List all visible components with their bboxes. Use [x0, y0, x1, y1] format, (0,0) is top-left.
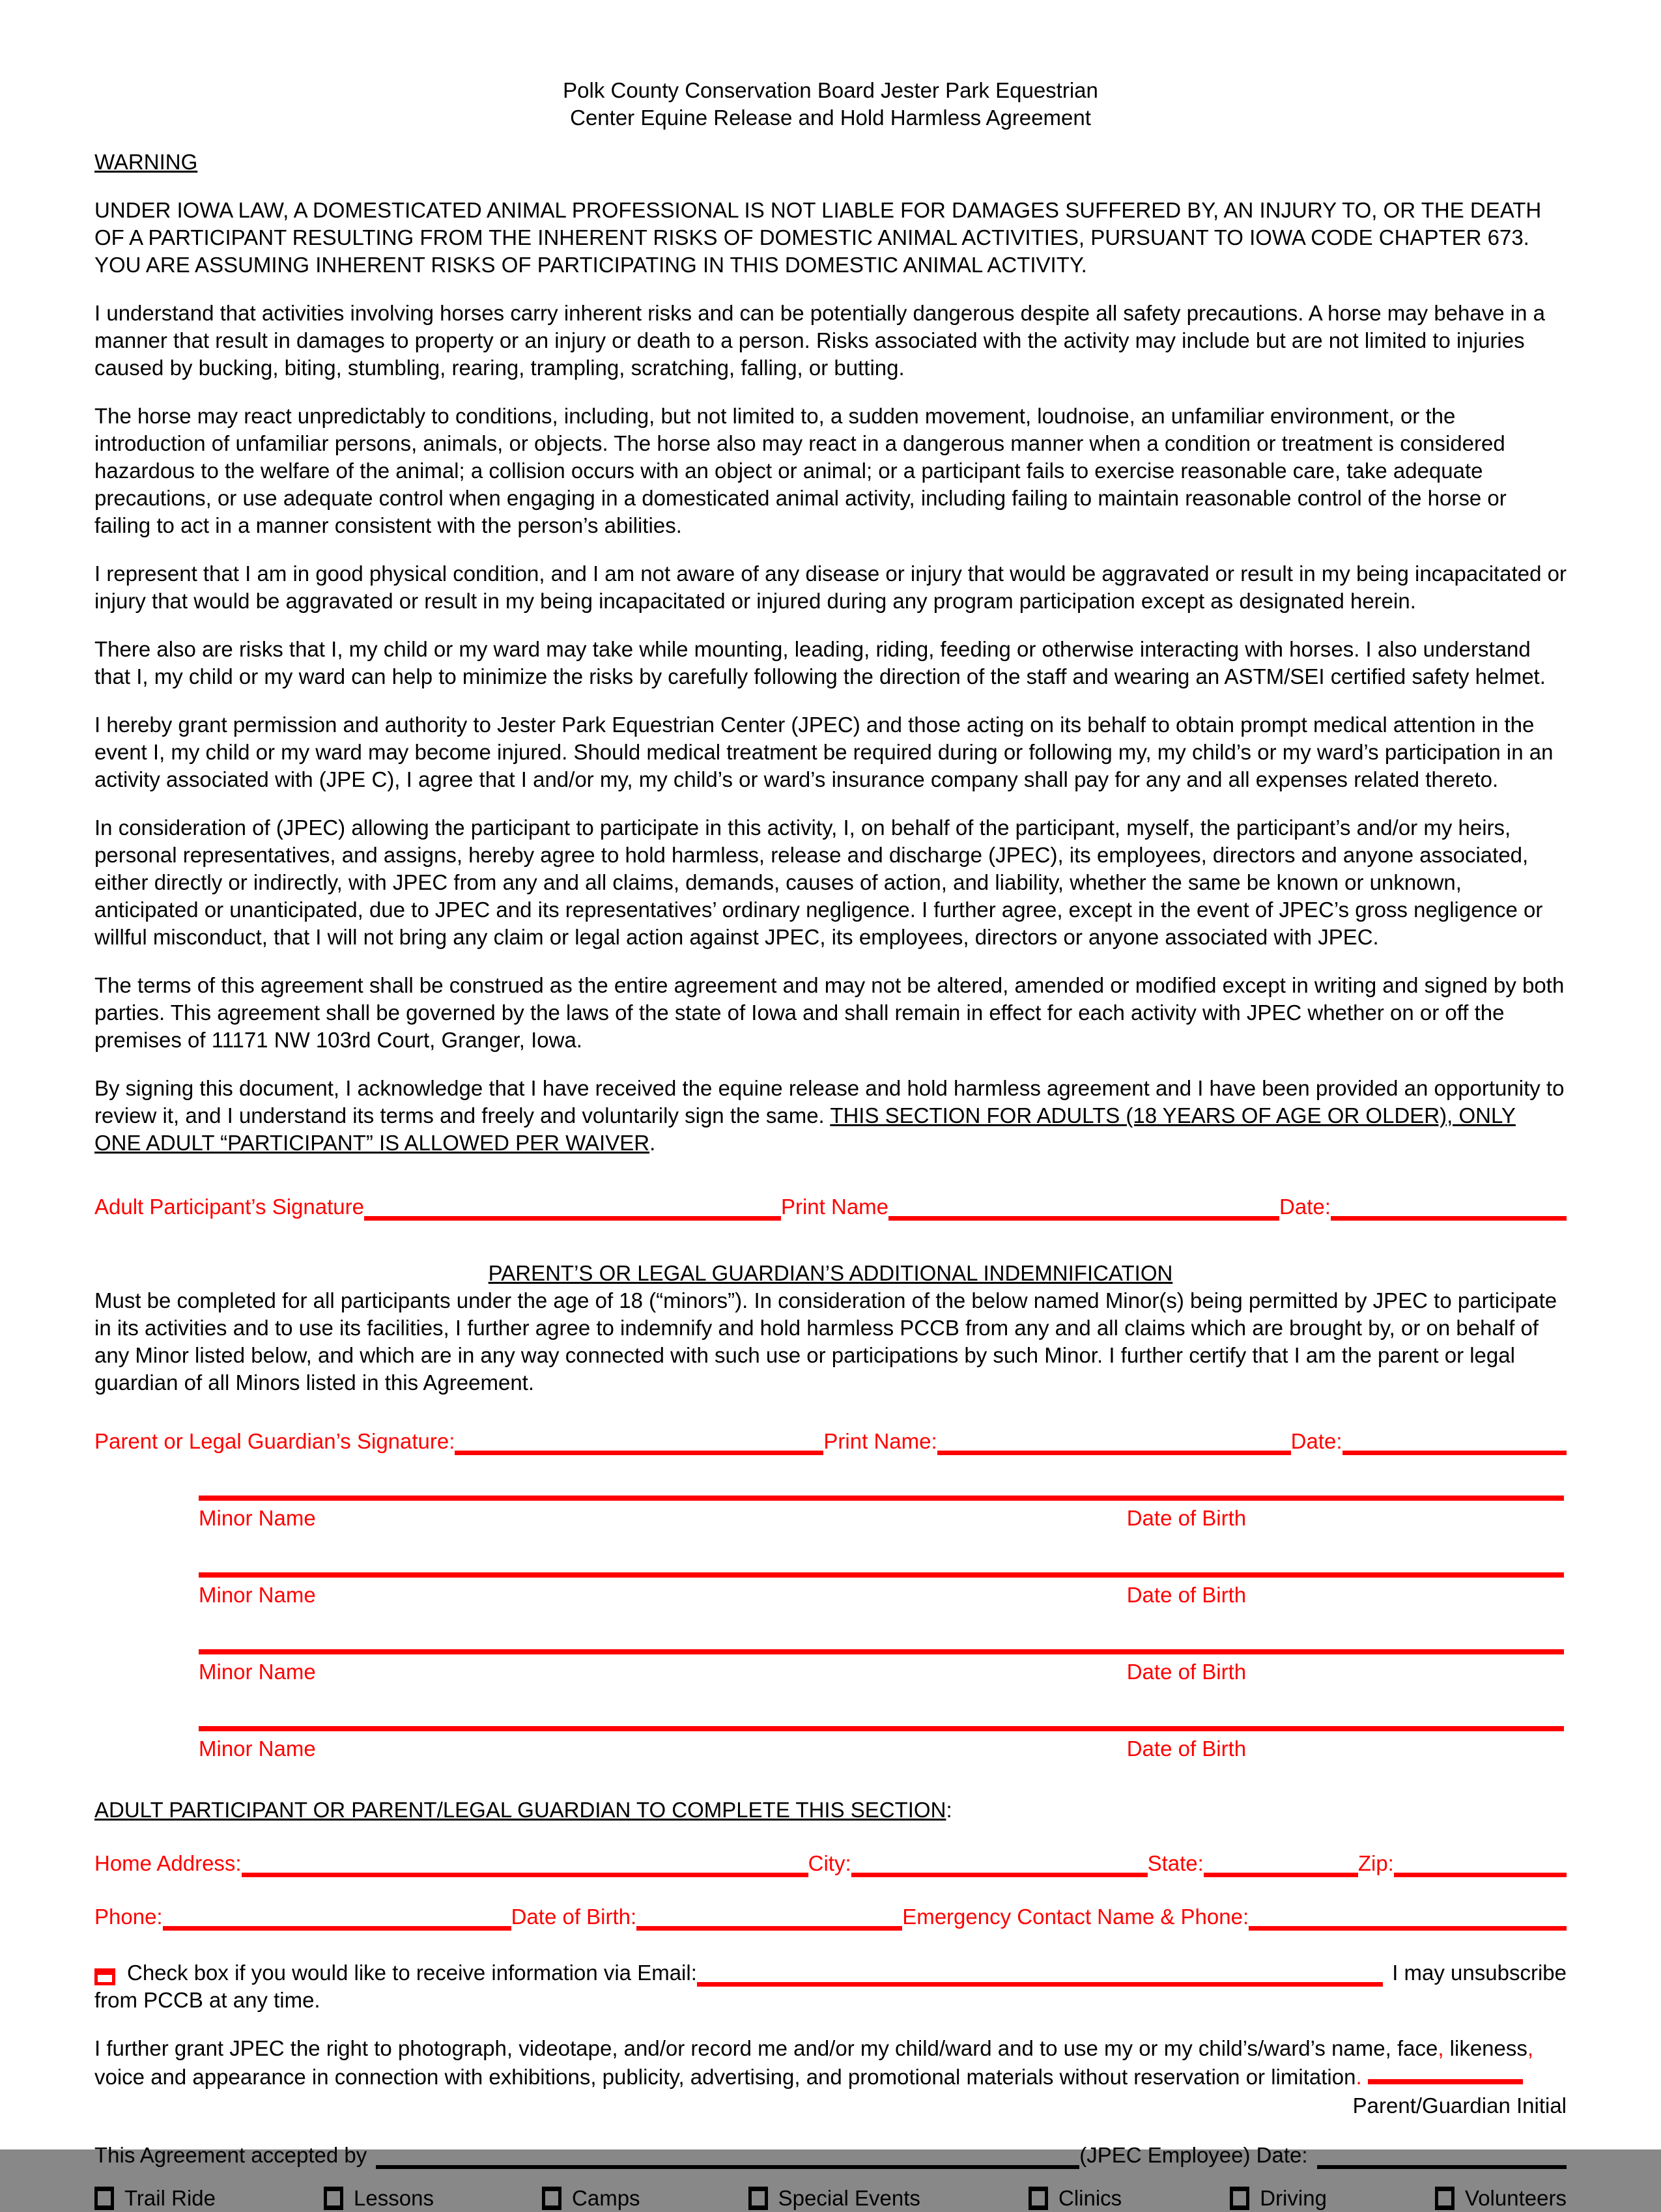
parent-signature-field[interactable]: [455, 1428, 823, 1455]
minor-entry-line[interactable]: [199, 1649, 1564, 1654]
activity-item-camps: [542, 2185, 640, 2212]
agreement-accepted-row: [94, 2142, 1567, 2169]
minor-name-label: Minor Name: [199, 1583, 316, 1607]
signing-intro-text: By signing this document, I acknowledge that I have received the equine release and hold harmless agreement and I have been provided an opportunity to review it, and I understand its terms and freely and voluntarily sign the same.: [94, 1076, 1565, 1127]
paragraph-signing-acknowledgement: [94, 1075, 1567, 1157]
photo-release-seg2: likeness: [1443, 2036, 1527, 2060]
adult-date-field[interactable]: [1331, 1194, 1567, 1221]
paragraph-agreement-terms: The terms of this agreement shall be construed as the entire agreement and may not be altered, amended or modified except in writing and signed by both parties. This agreement shall be governed by the laws of the state of Iowa and shall remain in effect for each activity with JPEC whether on or off the premises of 11171 NW 103rd Court, Granger, Iowa.: [94, 973, 1565, 1052]
dob-field[interactable]: [636, 1904, 902, 1931]
driving-label: Driving: [1260, 2186, 1327, 2210]
trail-ride-checkbox-icon[interactable]: [94, 2187, 114, 2210]
minor-row: [199, 1649, 1567, 1686]
paragraph-additional-risks: There also are risks that I, my child or my ward may take while mounting, leading, riding, feeding or otherwise interacting with horses. I also understand that I, my child or my ward can help to minimize the risks by carefully following the direction of the staff and wearing an ASTM/SEI certified safety helmet.: [94, 637, 1546, 688]
minor-row-labels: [199, 1581, 1567, 1609]
home-address-label: Home Address:: [94, 1851, 242, 1875]
email-optin-row: [94, 1959, 1567, 1987]
paragraph-physical-condition: I represent that I am in good physical condition, and I am not aware of any disease or injury that would be aggravated or result in my being incapacitated or injury that would be aggravated or result in my being incapacitated or injured during any program participation except as designated herein.: [94, 561, 1567, 613]
unsubscribe-note-part1: I may unsubscribe: [1392, 1961, 1567, 1985]
minor-row-labels: [199, 1735, 1567, 1763]
minor-row-labels: [199, 1505, 1567, 1532]
special-events-checkbox-icon[interactable]: [748, 2187, 768, 2210]
emergency-contact-label: Emergency Contact Name & Phone:: [902, 1905, 1249, 1929]
accepted-by-label: This Agreement accepted by: [94, 2143, 367, 2167]
complete-section-heading-text: ADULT PARTICIPANT OR PARENT/LEGAL GUARDIAN TO COMPLETE THIS SECTION: [94, 1798, 946, 1822]
volunteers-label: Volunteers: [1465, 2186, 1567, 2210]
emergency-contact-field[interactable]: [1249, 1904, 1567, 1931]
adult-print-name-field[interactable]: [888, 1194, 1279, 1221]
state-label: State:: [1147, 1851, 1204, 1875]
trail-ride-label: Trail Ride: [124, 2186, 216, 2210]
document-content: [94, 77, 1567, 2212]
lessons-checkbox-icon[interactable]: [324, 2187, 343, 2210]
guardian-initial-label: Parent/Guardian Initial: [1352, 2093, 1567, 2118]
parent-indemnification-heading-text: PARENT’S OR LEGAL GUARDIAN’S ADDITIONAL INDEMNIFICATION: [488, 1261, 1173, 1285]
email-optin-label: Check box if you would like to receive information via Email:: [127, 1961, 697, 1985]
adult-date-label: Date:: [1279, 1195, 1331, 1219]
complete-section-heading-colon: :: [946, 1798, 952, 1822]
lessons-label: Lessons: [354, 2186, 434, 2210]
activity-item-driving: [1230, 2185, 1327, 2212]
activity-checkbox-row: [94, 2185, 1567, 2212]
paragraph-hold-harmless: In consideration of (JPEC) allowing the participant to participate in this activity, I, on behalf of the participant, myself, the participant’s and/or my heirs, personal representatives, and assigns, hereby agree to hold harmless, release and discharge (JPEC), its employees, directors and anyone associated, either directly or indirectly, with JPEC from any and all claims, demands, causes of action, and liability, whether the same be known or unknown, anticipated or unanticipated, due to JPEC and its representatives’ ordinary negligence. I further agree, except in the event of JPEC’s gross negligence or willful misconduct, that I will not bring any claim or legal action against JPEC, its employees, directors or anyone associated with JPEC.: [94, 815, 1543, 949]
activity-item-trail-ride: [94, 2185, 216, 2212]
photo-release-seg1: I further grant JPEC the right to photograph, videotape, and/or record me and/or my child/ward and to use my or my child’s/ward’s name, face: [94, 2036, 1438, 2060]
driving-checkbox-icon[interactable]: [1230, 2187, 1249, 2210]
minor-row: [199, 1572, 1567, 1609]
parent-indemnification-body: Must be completed for all participants under the age of 18 (“minors”). In consideration of the below named Minor(s) being permitted by JPEC to participate in its activities and to use its facilities, I further agree to indemnify and hold harmless PCCB from any and all claims which are brought by, or on behalf of any Minor listed below, and which are in any way connected with such use or participations by such Minor. I further certify that I am the parent or legal guardian of all Minors listed in this Agreement.: [94, 1288, 1557, 1395]
signing-period: .: [649, 1131, 656, 1155]
minor-dob-label: Date of Birth: [1126, 1506, 1247, 1530]
minor-name-label: Minor Name: [199, 1506, 316, 1530]
guardian-initial-field[interactable]: [1368, 2062, 1523, 2084]
phone-label: Phone:: [94, 1905, 163, 1929]
accepted-date-field[interactable]: [1317, 2143, 1567, 2169]
accepted-by-field[interactable]: [376, 2143, 1079, 2169]
parent-print-name-field[interactable]: [937, 1428, 1291, 1455]
camps-checkbox-icon[interactable]: [542, 2187, 561, 2210]
adult-signature-field[interactable]: [364, 1194, 781, 1221]
parent-signature-row: [94, 1428, 1567, 1455]
state-field[interactable]: [1204, 1850, 1358, 1877]
adult-signature-label: Adult Participant’s Signature: [94, 1195, 364, 1219]
paragraph-understand-risks: I understand that activities involving horses carry inherent risks and can be potentially dangerous despite all safety precautions. A horse may behave in a manner that result in damages to property or an injury or death to a person. Risks associated with the activity may include but are not limited to injuries caused by bucking, biting, stumbling, rearing, trampling, scratching, falling, or butting.: [94, 301, 1545, 380]
activity-item-volunteers: [1435, 2185, 1567, 2212]
zip-label: Zip:: [1357, 1851, 1394, 1875]
minor-dob-label: Date of Birth: [1126, 1660, 1247, 1684]
document-title: [94, 77, 1567, 132]
home-address-row: [94, 1850, 1567, 1877]
paragraph-horse-reaction: The horse may react unpredictably to conditions, including, but not limited to, a sudden movement, loudnoise, an unfamiliar environment, or the introduction of unfamiliar persons, animals, or objects. The horse also may react in a dangerous manner when a condition or treatment is considered hazardous to the welfare of the animal; a collision occurs with an object or animal; or a participant fails to exercise reasonable care, take adequate precautions, or use adequate control when engaging in a domesticated animal activity, including failing to maintain reasonable control of the horse or failing to act in a manner consistent with the person’s abilities.: [94, 404, 1507, 537]
parent-date-field[interactable]: [1342, 1428, 1567, 1455]
city-label: City:: [808, 1851, 851, 1875]
adult-signature-row: [94, 1193, 1567, 1221]
photo-release-paragraph: [94, 2035, 1567, 2091]
unsubscribe-note-part2: from PCCB at any time.: [94, 1988, 320, 2012]
minor-name-label: Minor Name: [199, 1660, 316, 1684]
photo-release-red-comma1: ,: [1438, 2036, 1444, 2060]
email-field[interactable]: [697, 1960, 1383, 1987]
parent-indemnification-heading: [94, 1260, 1567, 1287]
minor-entry-line[interactable]: [199, 1572, 1564, 1578]
minor-row-labels: [199, 1658, 1567, 1686]
camps-label: Camps: [572, 2186, 640, 2210]
minor-row: [199, 1726, 1567, 1763]
minor-name-label: Minor Name: [199, 1737, 316, 1761]
parent-signature-label: Parent or Legal Guardian’s Signature:: [94, 1429, 455, 1453]
special-events-label: Special Events: [778, 2186, 920, 2210]
activity-item-special-events: [748, 2185, 920, 2212]
paragraph-medical-permission: I hereby grant permission and authority to Jester Park Equestrian Center (JPEC) and those acting on its behalf to obtain prompt medical attention in the event I, my child or my ward may become injured. Should medical treatment be required during or following my, my child’s or my ward’s participation in an activity associated with (JPE C), I agree that I and/or my, my child’s or ward’s insurance company shall pay for any and all expenses related thereto.: [94, 713, 1554, 791]
email-optin-checkbox-icon[interactable]: [94, 1968, 115, 1985]
activity-item-lessons: [324, 2185, 434, 2212]
title-line-2: Center Equine Release and Hold Harmless Agreement: [570, 106, 1091, 130]
photo-release-seg3: voice and appearance in connection with exhibitions, publicity, advertising, and promotional materials without reservation or limitation: [94, 2065, 1356, 2089]
dob-label: Date of Birth:: [511, 1905, 637, 1929]
photo-release-red-comma2: ,: [1527, 2036, 1534, 2060]
adult-print-name-label: Print Name: [780, 1195, 889, 1219]
clinics-label: Clinics: [1058, 2186, 1122, 2210]
minor-entry-line[interactable]: [199, 1496, 1564, 1501]
city-field[interactable]: [851, 1850, 1148, 1877]
paragraph-statute: UNDER IOWA LAW, A DOMESTICATED ANIMAL PROFESSIONAL IS NOT LIABLE FOR DAMAGES SUFFERED BY, AN INJURY TO, OR THE DEATH OF A PARTICIPANT RESULTING FROM THE INHERENT RISKS OF DOMESTIC ANIMAL ACTIVITIES, PURSUANT TO IOWA CODE CHAPTER 673. YOU ARE ASSUMING INHERENT RISKS OF PARTICIPATING IN THIS DOMESTIC ANIMAL ACTIVITY.: [94, 198, 1542, 277]
minor-entry-line[interactable]: [199, 1726, 1564, 1731]
title-line-1: Polk County Conservation Board Jester Park Equestrian: [563, 78, 1098, 102]
complete-section-heading: [94, 1796, 1567, 1824]
parent-print-name-label: Print Name:: [823, 1429, 937, 1453]
adults-only-underlined-text: THIS SECTION FOR ADULTS (18 YEARS OF AGE OR OLDER), ONLY ONE ADULT “PARTICIPANT” IS ALLOWED PER WAIVER: [94, 1103, 1516, 1155]
minor-dob-label: Date of Birth: [1126, 1737, 1247, 1761]
minor-row: [199, 1496, 1567, 1532]
photo-release-red-period: .: [1356, 2065, 1362, 2089]
activity-item-clinics: [1029, 2185, 1122, 2212]
volunteers-checkbox-icon[interactable]: [1435, 2187, 1455, 2210]
clinics-checkbox-icon[interactable]: [1029, 2187, 1048, 2210]
minor-dob-label: Date of Birth: [1126, 1583, 1247, 1607]
phone-field[interactable]: [163, 1904, 511, 1931]
zip-field[interactable]: [1394, 1850, 1567, 1877]
parent-date-label: Date:: [1290, 1429, 1342, 1453]
jpec-employee-date-label: (JPEC Employee) Date:: [1079, 2143, 1308, 2167]
home-address-field[interactable]: [242, 1850, 808, 1877]
phone-row: [94, 1903, 1567, 1931]
warning-heading: WARNING: [94, 150, 198, 174]
